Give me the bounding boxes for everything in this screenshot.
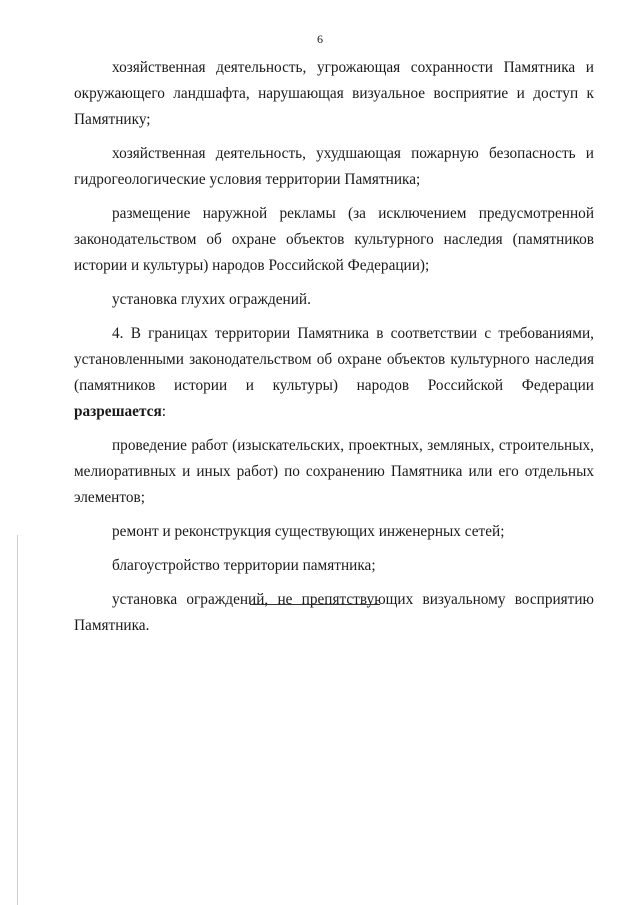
document-body xyxy=(74,55,594,647)
scan-edge-line xyxy=(17,535,18,905)
prohibited-item-4: установка глухих ограждений. xyxy=(112,291,311,308)
section-4-text: 4. В границах территории Памятника в соответствии с требованиями, установленными законодательством об охране объектов культурного наследия (памятников истории и культуры) народов Российской Федерации xyxy=(74,325,594,394)
prohibited-item-1: хозяйственная деятельность, угрожающая сохранности Памятника и окружающего ландшафта, нарушающая визуальное восприятие и доступ к Памятнику; xyxy=(74,59,594,128)
allowed-item-3: благоустройство территории памятника; xyxy=(112,557,376,574)
section-4-colon: : xyxy=(161,403,166,420)
prohibited-item-3: размещение наружной рекламы (за исключением предусмотренной законодательством об охране объектов культурного наследия (памятников истории и культуры) народов Российской Федерации); xyxy=(74,205,594,274)
section-4-paragraph xyxy=(74,321,594,425)
section-4-bold-term: разрешается xyxy=(74,403,162,420)
allowed-item-1: проведение работ (изыскательских, проектных, земляных, строительных, мелиоративных и иных работ) по сохранению Памятника или его отдельных элементов; xyxy=(74,437,594,506)
end-of-text-rule xyxy=(250,604,380,605)
allowed-item-4: установка ограждений, не препятствующих визуальному восприятию Памятника. xyxy=(74,591,594,634)
page-number: 6 xyxy=(317,32,323,46)
prohibited-item-2: хозяйственная деятельность, ухудшающая пожарную безопасность и гидрогеологические условия территории Памятника; xyxy=(74,145,594,188)
allowed-item-2: ремонт и реконструкция существующих инженерных сетей; xyxy=(112,523,505,540)
